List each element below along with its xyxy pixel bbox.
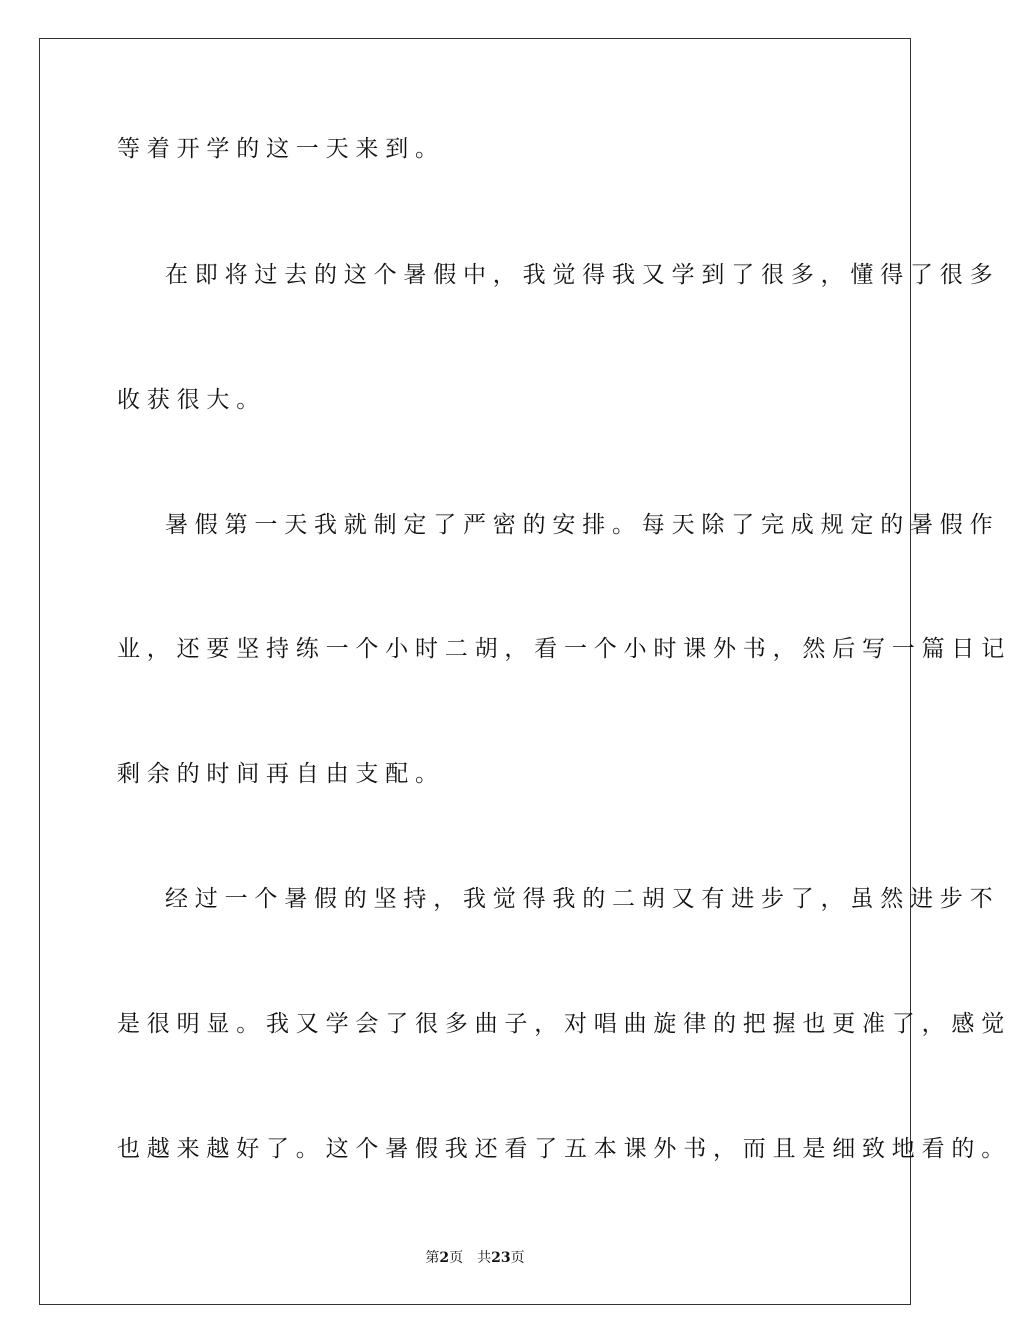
text-line: 暑假第一天我就制定了严密的安排。每天除了完成规定的暑假作 (165, 512, 1000, 538)
page-footer (0, 1248, 950, 1268)
text-line: 也越来越好了。这个暑假我还看了五本课外书，而且是细致地看的。 (117, 1136, 1011, 1162)
text-line: 经过一个暑假的坚持，我觉得我的二胡又有进步了，虽然进步不 (165, 886, 1000, 912)
total-prefix: 共 (477, 1250, 492, 1266)
text-line: 剩余的时间再自由支配。 (117, 761, 445, 787)
text-line: 是很明显。我又学会了很多曲子，对唱曲旋律的把握也更准了，感觉 (117, 1011, 1011, 1037)
page-prefix: 第 (425, 1250, 440, 1266)
page-frame (39, 38, 1011, 1305)
page-number: 2 (439, 1250, 450, 1266)
text-line: 业，还要坚持练一个小时二胡，看一个小时课外书，然后写一篇日记 (117, 636, 1011, 662)
text-line: 在即将过去的这个暑假中，我觉得我又学到了很多，懂得了很多 (165, 262, 1000, 288)
text-line: 等着开学的这一天来到。 (117, 136, 445, 162)
total-pages: 23 (491, 1250, 511, 1266)
text-line: 收获很大。 (117, 387, 266, 413)
total-suffix: 页 (510, 1250, 525, 1266)
page-suffix: 页 (449, 1250, 464, 1266)
